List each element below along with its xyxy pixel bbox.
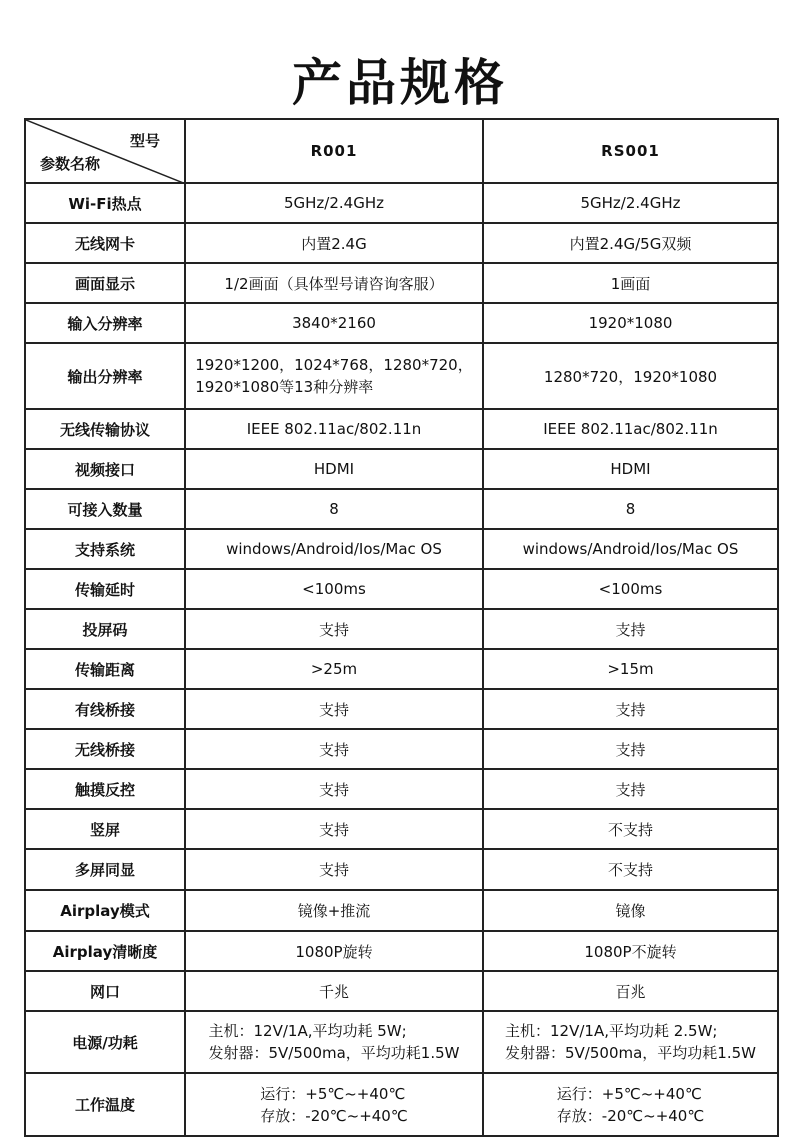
value-r001: 镜像+推流 [185,890,483,931]
param-name: 多屏同显 [25,849,185,890]
param-name: Wi-Fi热点 [25,183,185,223]
table-row [25,729,778,769]
table-row [25,569,778,609]
table-row [25,409,778,449]
table-row [25,890,778,931]
value-rs001 [483,1073,778,1136]
param-name: 无线网卡 [25,223,185,263]
value-r001: 支持 [185,809,483,849]
value-rs001: 支持 [483,729,778,769]
multi-line-value [195,354,472,398]
param-name: 有线桥接 [25,689,185,729]
param-name: 工作温度 [25,1073,185,1136]
param-name: 传输延时 [25,569,185,609]
value-line: 1920*1080等13种分辨率 [195,378,374,396]
param-name: 支持系统 [25,529,185,569]
param-name: 可接入数量 [25,489,185,529]
multi-line-value [209,1020,460,1064]
value-r001: >25m [185,649,483,689]
param-name: Airplay模式 [25,890,185,931]
param-name: 无线桥接 [25,729,185,769]
value-r001: HDMI [185,449,483,489]
value-rs001: 百兆 [483,971,778,1011]
model-header-rs001: RS001 [483,119,778,183]
value-rs001: HDMI [483,449,778,489]
value-r001 [185,1011,483,1073]
model-header-r001: R001 [185,119,483,183]
value-rs001: 1280*720，1920*1080 [483,343,778,409]
value-r001: IEEE 802.11ac/802.11n [185,409,483,449]
table-row [25,769,778,809]
table-row [25,263,778,303]
value-rs001: windows/Android/Ios/Mac OS [483,529,778,569]
param-name: 画面显示 [25,263,185,303]
value-line: 发射器：5V/500ma，平均功耗1.5W [208,1044,460,1062]
table-row [25,529,778,569]
param-name: 网口 [25,971,185,1011]
corner-diagonal [26,120,186,184]
value-rs001: 5GHz/2.4GHz [483,183,778,223]
value-r001: 1080P旋转 [185,931,483,971]
table-row [25,343,778,409]
value-rs001: <100ms [483,569,778,609]
value-r001: 支持 [185,729,483,769]
table-row [25,223,778,263]
value-line: 发射器：5V/500ma，平均功耗1.5W [505,1044,756,1062]
table-row [25,1073,778,1136]
table-row [25,689,778,729]
param-name: 输出分辨率 [25,343,185,409]
table-row [25,183,778,223]
value-line: 运行：+5℃~+40℃ [260,1084,406,1103]
table-row [25,449,778,489]
table-row [25,931,778,971]
spec-table [24,118,779,1137]
value-r001 [185,1073,483,1136]
corner-label-model: 型号 [129,132,160,150]
value-line: 存放：-20℃~+40℃ [556,1106,705,1125]
value-r001: 3840*2160 [185,303,483,343]
value-rs001: IEEE 802.11ac/802.11n [483,409,778,449]
param-name: 触摸反控 [25,769,185,809]
value-rs001: 镜像 [483,890,778,931]
param-name: 传输距离 [25,649,185,689]
table-row [25,649,778,689]
value-r001: 支持 [185,849,483,890]
value-r001: <100ms [185,569,483,609]
page-title: 产品规格 [292,54,508,112]
value-line: 1920*1200，1024*768，1280*720， [195,356,473,374]
table-row [25,489,778,529]
table-row [25,1011,778,1073]
value-r001 [185,343,483,409]
table-row [25,609,778,649]
value-rs001: 不支持 [483,809,778,849]
value-rs001: 支持 [483,769,778,809]
value-r001: 支持 [185,689,483,729]
value-rs001: 支持 [483,609,778,649]
param-name: 无线传输协议 [25,409,185,449]
header-row [25,119,778,183]
value-r001: 1/2画面（具体型号请咨询客服） [185,263,483,303]
value-rs001: 不支持 [483,849,778,890]
corner-label-param: 参数名称 [40,155,101,173]
multi-line-value [260,1083,407,1127]
corner-cell [25,119,185,183]
value-rs001: 支持 [483,689,778,729]
value-r001: 千兆 [185,971,483,1011]
value-rs001: >15m [483,649,778,689]
value-r001: 支持 [185,609,483,649]
value-rs001: 内置2.4G/5G双频 [483,223,778,263]
table-row [25,849,778,890]
multi-line-value [557,1083,704,1127]
param-name: 竖屏 [25,809,185,849]
multi-line-value [505,1020,756,1064]
value-rs001: 1920*1080 [483,303,778,343]
value-line: 主机：12V/1A,平均功耗 2.5W; [505,1022,718,1040]
value-rs001: 1画面 [483,263,778,303]
value-rs001: 1080P不旋转 [483,931,778,971]
value-line: 存放：-20℃~+40℃ [260,1106,408,1125]
param-name: 投屏码 [25,609,185,649]
param-name: Airplay清晰度 [25,931,185,971]
table-row [25,971,778,1011]
param-name: 输入分辨率 [25,303,185,343]
table-row [25,303,778,343]
value-r001: 5GHz/2.4GHz [185,183,483,223]
value-line: 运行：+5℃~+40℃ [556,1084,702,1103]
param-name: 电源/功耗 [25,1011,185,1073]
value-line: 主机：12V/1A,平均功耗 5W; [208,1022,407,1040]
value-rs001: 8 [483,489,778,529]
value-r001: 内置2.4G [185,223,483,263]
value-r001: 支持 [185,769,483,809]
value-r001: 8 [185,489,483,529]
param-name: 视频接口 [25,449,185,489]
table-row [25,809,778,849]
value-r001: windows/Android/Ios/Mac OS [185,529,483,569]
value-rs001 [483,1011,778,1073]
